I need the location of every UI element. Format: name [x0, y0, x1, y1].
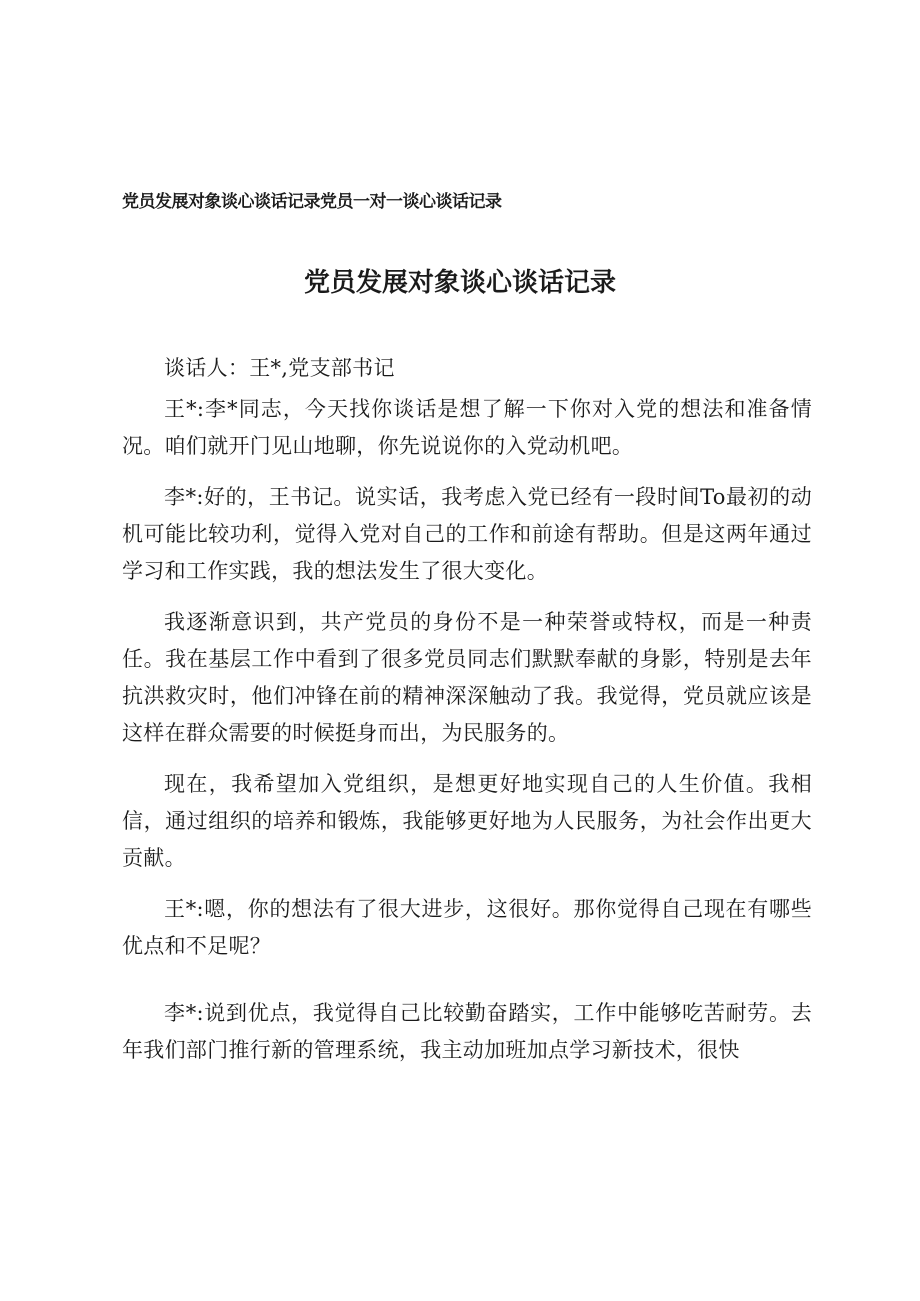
paragraph: 王*:李*同志，今天找你谈话是想了解一下你对入党的想法和准备情况。咱们就开门见山地聊，你先说说你的入党动机吧。	[122, 397, 812, 458]
paragraph: 王*:嗯，你的想法有了很大进步，这很好。那你觉得自己现在有哪些优点和不足呢？	[122, 897, 812, 958]
paragraph: 我逐渐意识到，共产党员的身份不是一种荣誉或特权，而是一种责任。我在基层工作中看到了很多党员同志们默默奉献的身影，特别是去年抗洪救灾时，他们冲锋在前的精神深深触动了我。我觉得，党员就应该是这样在群众需要的时候挺身而出，为民服务的。	[122, 610, 812, 745]
paragraph-interviewer: 谈话人：王*,党支部书记	[164, 356, 395, 380]
document-title: 党员发展对象谈心谈话记录	[303, 268, 616, 298]
paragraph: 李*:说到优点，我觉得自己比较勤奋踏实，工作中能够吃苦耐劳。去年我们部门推行新的管理系统，我主动加班加点学习新技术，很快	[122, 1001, 812, 1062]
paragraph: 李*:好的，王书记。说实话，我考虑入党已经有一段时间To最初的动机可能比较功利，觉得入党对自己的工作和前途有帮助。但是这两年通过学习和工作实践，我的想法发生了很大变化。	[122, 485, 812, 583]
document-header: 党员发展对象谈心谈话记录党员一对一谈心谈话记录	[122, 192, 502, 212]
paragraph: 现在，我希望加入党组织，是想更好地实现自己的人生价值。我相信，通过组织的培养和锻炼，我能够更好地为人民服务，为社会作出更大贡献。	[122, 772, 812, 870]
document-body	[122, 350, 812, 1083]
